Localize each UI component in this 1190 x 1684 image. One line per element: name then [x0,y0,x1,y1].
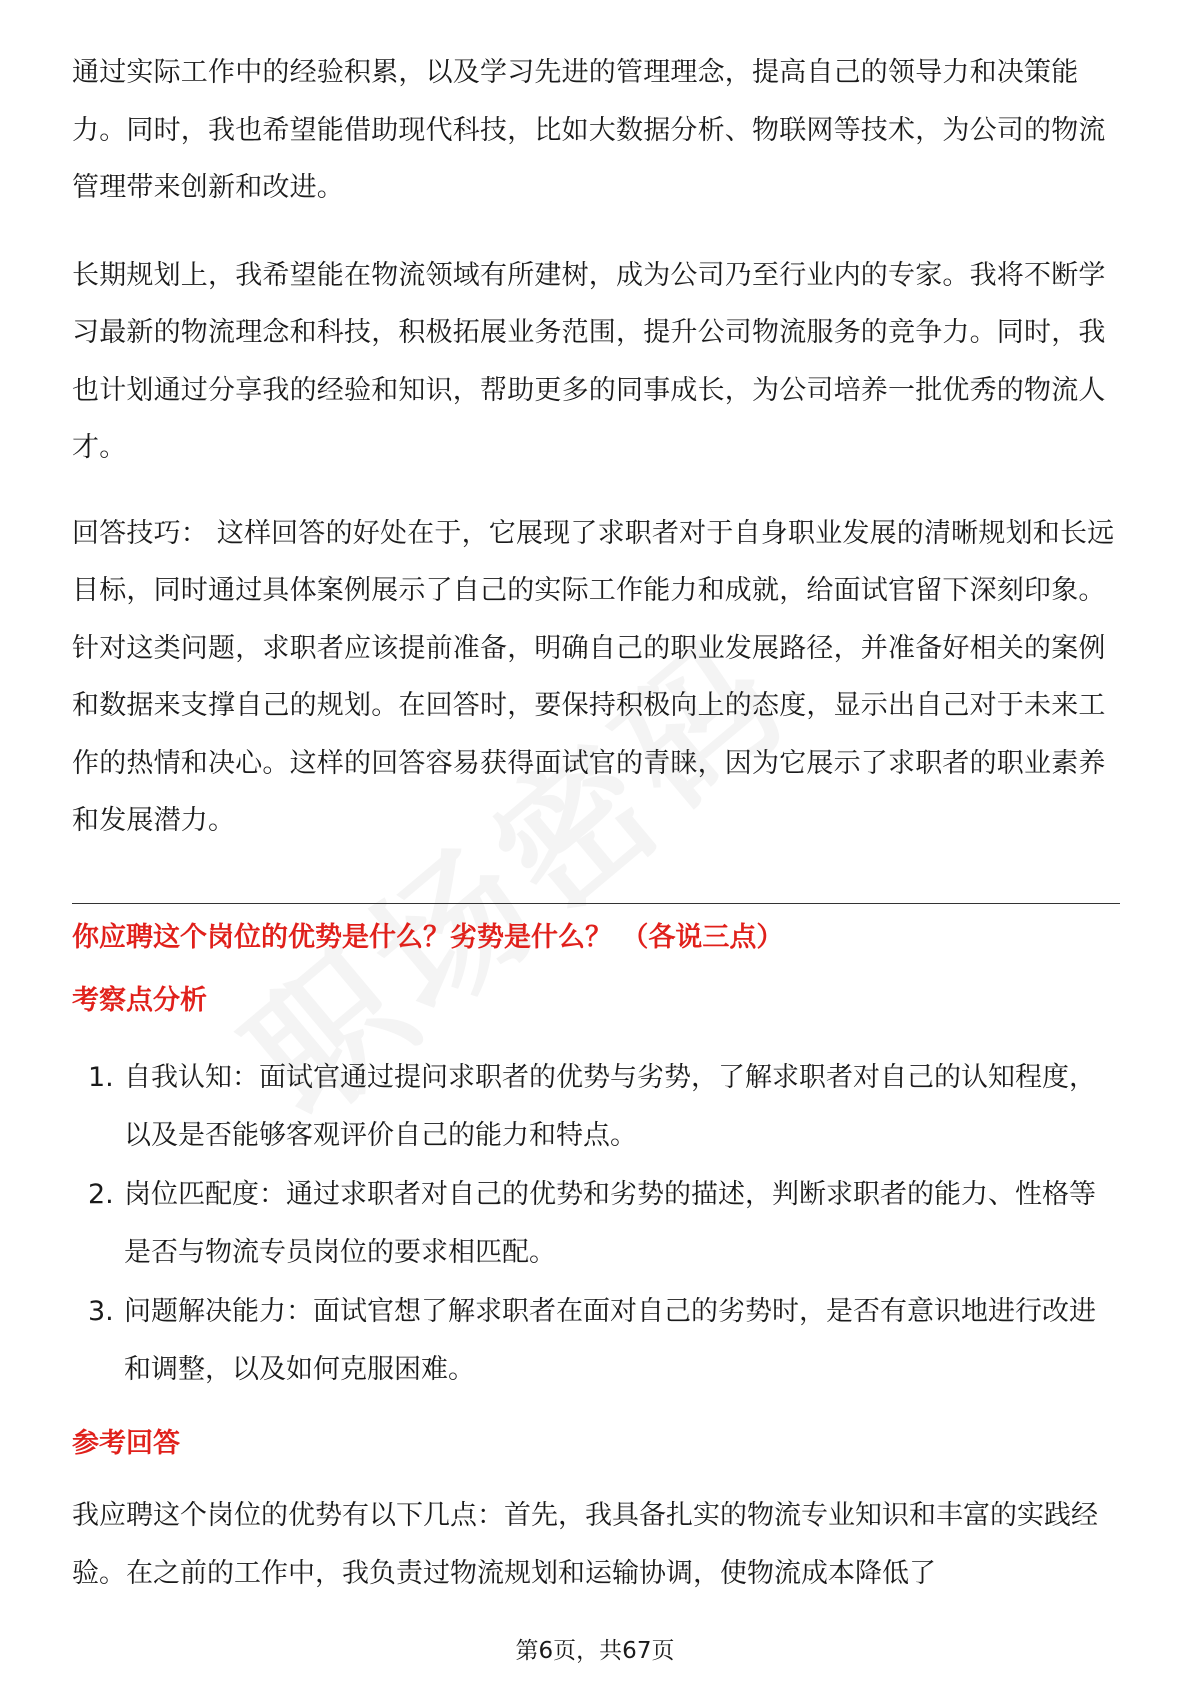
paragraph-answer-tips: 回答技巧： 这样回答的好处在于，它展现了求职者对于自身职业发展的清晰规划和长远目标，同时通过具体案例展示了自己的实际工作能力和成就，给面试官留下深刻印象。针对这类问题，求职者应该提前准备，明确自己的职业发展路径，并准备好相关的案例和数据来支撑自己的规划。在回答时，要保持积极向上的态度，显示出自己对于未来工作的热情和决心。这样的回答容易获得面试官的青睐，因为它展示了求职者的职业素养和发展潜力。 [72,517,1115,836]
paragraph-long-term-plan: 长期规划上，我希望能在物流领域有所建树，成为公司乃至行业内的专家。我将不断学习最新的物流理念和科技，积极拓展业务范围，提升公司物流服务的竞争力。同时，我也计划通过分享我的经验和知识，帮助更多的同事成长，为公司培养一批优秀的物流人才。 [72,259,1106,463]
list-item [72,1283,1120,1398]
analysis-list [72,1049,1120,1400]
list-item-text: 岗位匹配度：通过求职者对自己的优势和劣势的描述，判断求职者的能力、性格等是否与物流专员岗位的要求相匹配。 [124,1179,1096,1268]
reference-heading: 参考回答 [72,1428,180,1459]
reference-answer: 我应聘这个岗位的优势有以下几点：首先，我具备扎实的物流专业知识和丰富的实践经验。在之前的工作中，我负责过物流规划和运输协调，使物流成本降低了 [72,1500,1098,1589]
list-item-number: 1. [88,1062,114,1093]
question-heading: 你应聘这个岗位的优势是什么？劣势是什么？ （各说三点） [72,922,784,953]
list-item-text: 问题解决能力：面试官想了解求职者在面对自己的劣势时，是否有意识地进行改进和调整，以及如何克服困难。 [124,1296,1096,1385]
section-divider [72,903,1120,904]
page-footer: 第6页，共67页 [515,1638,675,1664]
list-item [72,1166,1120,1281]
list-item-number: 2. [88,1179,114,1210]
analysis-heading: 考察点分析 [72,985,207,1016]
list-item [72,1049,1120,1164]
paragraph-career-improvement: 通过实际工作中的经验积累，以及学习先进的管理理念，提高自己的领导力和决策能力。同时，我也希望能借助现代科技，比如大数据分析、物联网等技术，为公司的物流管理带来创新和改进。 [72,57,1106,203]
list-item-number: 3. [88,1296,114,1327]
list-item-text: 自我认知：面试官通过提问求职者的优势与劣势，了解求职者对自己的认知程度，以及是否能够客观评价自己的能力和特点。 [124,1062,1096,1151]
document-body [72,44,1120,850]
